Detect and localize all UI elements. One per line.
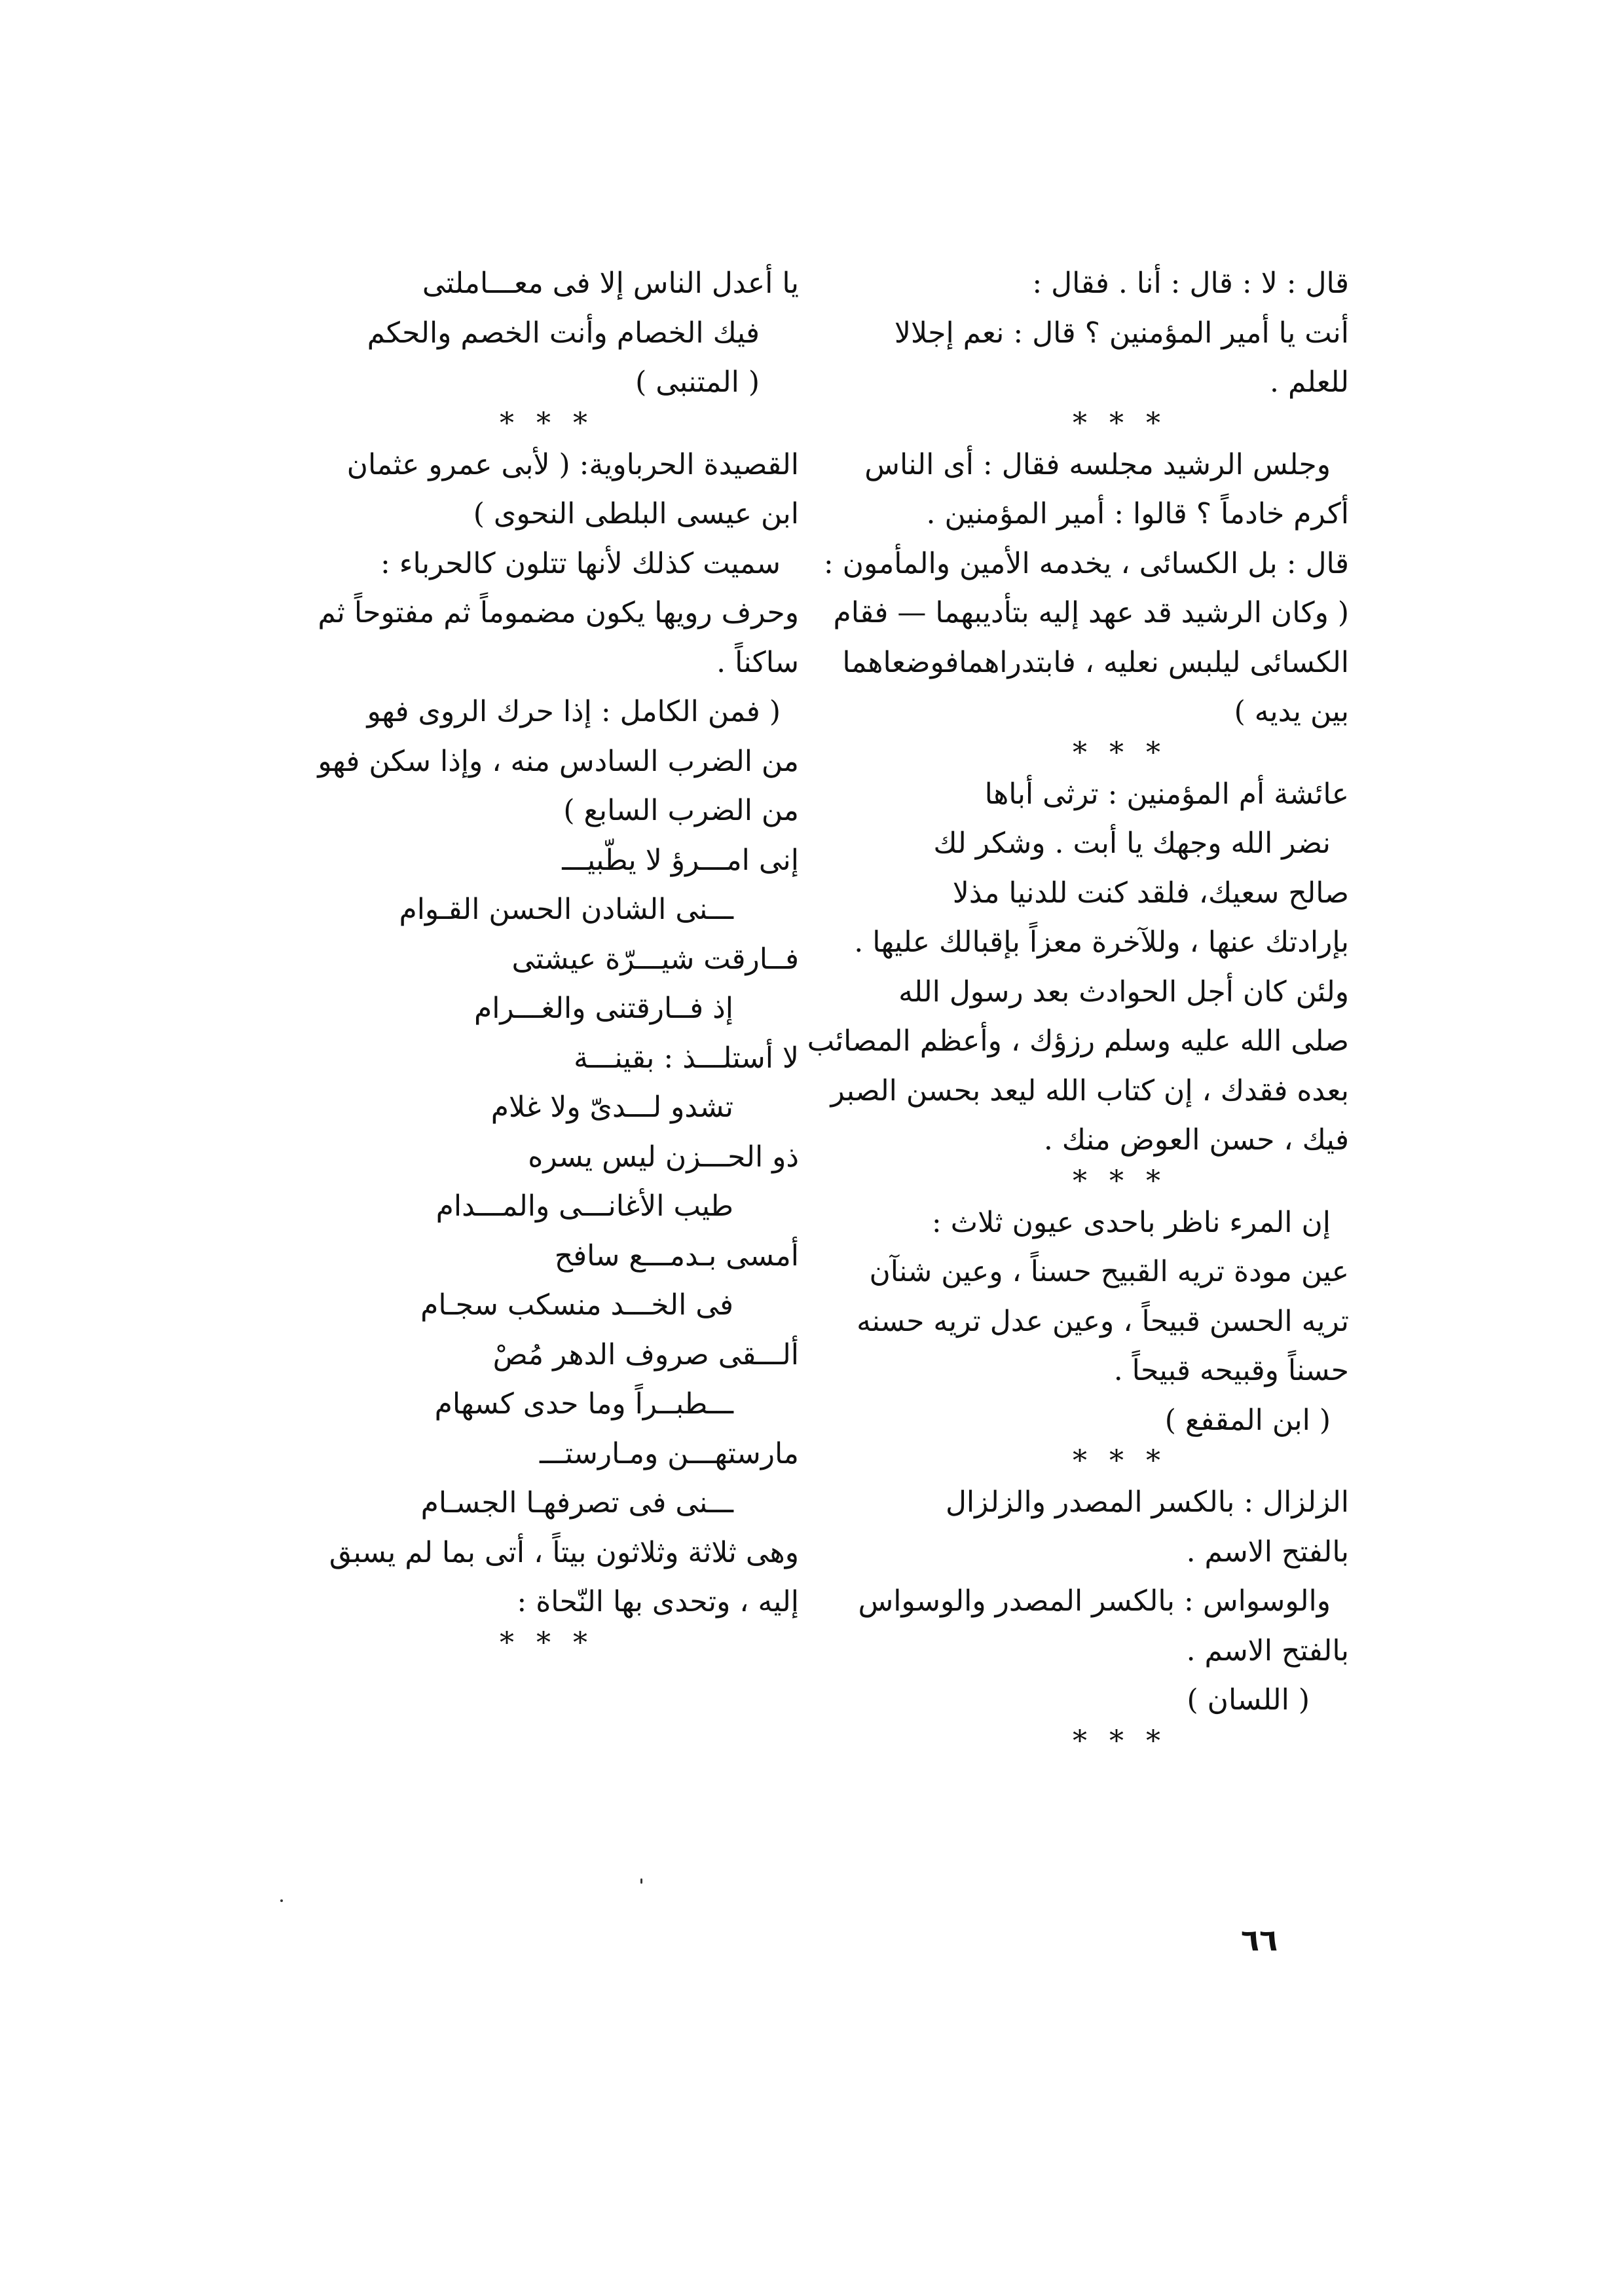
poem-note [295, 1528, 799, 1627]
text-line: بالفتح الاسم . [1186, 1535, 1349, 1569]
verse-line: فيك الخصام وأنت الخصم والحكم [367, 316, 760, 350]
text-line: صلى الله عليه وسلم رزؤك ، وأعظم المصائب [807, 1024, 1349, 1058]
section-divider: * * * [500, 1626, 594, 1660]
poem-second-hemistich: فى الخـــد منسكب سجـام [420, 1288, 733, 1322]
text-line: عائشة أم المؤمنين : ترثى أباها [984, 777, 1349, 811]
text-line: بين يديه ) [1234, 695, 1349, 728]
attribution: ( اللسان ) [1187, 1683, 1310, 1717]
text-line: القصيدة الحرباوية: ( لأبى عمرو عثمان [346, 447, 799, 481]
text-line: والوسواس : بالكسر المصدر والوسواس [858, 1584, 1331, 1618]
text-line: وجلس الرشيد مجلسه فقال : أى الناس [864, 447, 1331, 481]
text-line: أكرم خادماً ؟ قالوا : أمير المؤمنين . [926, 497, 1349, 531]
text-line: بالفتح الاسم . [1186, 1633, 1349, 1668]
text-line: أنت يا أمير المؤمنين ؟ قال : نعم إجلالا [894, 316, 1349, 350]
poem-first-hemistich: ألـــقى صروف الدهر مُصْ [492, 1337, 799, 1371]
text-line: فيك ، حسن العوض منك . [1043, 1123, 1349, 1157]
text-line: بإرادتك عنها ، وللآخرة معزاً بإقبالك عليها . [854, 925, 1349, 959]
aisha-paragraph [807, 770, 1349, 1165]
poem-second-hemistich: ـــنى فى تصرفهـا الجسـام [420, 1486, 733, 1520]
verse-line: يا أعدل الناس إلا فى معـــاملتى [422, 267, 799, 300]
text-line: سميت كذلك لأنها تتلون كالحرباء : [380, 546, 781, 580]
dialogue-paragraph [891, 259, 1349, 407]
text-line: إليه ، وتحدى بها النّحاة : [517, 1585, 799, 1618]
text-line: قال : لا : قال : أنا . فقال : [1032, 267, 1349, 300]
section-divider: * * * [1073, 1164, 1167, 1198]
text-line: بعده فقدك ، إن كتاب الله ليعد بحسن الصبر [830, 1073, 1349, 1108]
poem [295, 836, 799, 1528]
text-line: تريه الحسن قبيحاً ، وعين عدل تريه حسنه [857, 1304, 1349, 1338]
text-line: إن المرء ناظر باحدى عيون ثلاث : [931, 1205, 1331, 1239]
right-column [807, 259, 1349, 1758]
poem-second-hemistich: ـــطبــراً وما حدى كسهام [434, 1387, 733, 1421]
poem-second-hemistich: ـــنى الشادن الحسن القـوام [399, 893, 733, 926]
text-line: وحرف رويها يكون مضموماً ثم مفتوحاً ثم [318, 596, 799, 629]
text-line: حسناً وقبيحه قبيحاً . [1113, 1354, 1349, 1387]
text-line: عين مودة تريه القبيح حسناً ، وعين شنآن [869, 1255, 1349, 1288]
lexical-paragraph [858, 1478, 1349, 1675]
scan-speck [640, 1878, 642, 1884]
poem-first-hemistich: إنى امـــرؤ لا يطّبيـــ [562, 843, 799, 877]
poem-first-hemistich: فــارقت شيـــرّة عيشتى [511, 942, 799, 976]
poem-second-hemistich: تشدو لـــدىّ ولا غلام [490, 1091, 733, 1124]
text-line: نضر الله وجهك يا أبت . وشكر لك [933, 827, 1331, 860]
poem-second-hemistich: طيب الأغانـــى والمـــدام [435, 1189, 733, 1223]
section-divider: * * * [1073, 736, 1167, 770]
section-divider: * * * [500, 406, 594, 440]
rashid-paragraph [823, 440, 1349, 737]
ibn-muqaffa-paragraph [857, 1198, 1349, 1396]
poem-first-hemistich: لا أستلـــذ : بقينـــة [574, 1041, 799, 1075]
text-line: صالح سعيك، فلقد كنت للدنيا مذلا [952, 876, 1349, 910]
text-line: ولئن كان أجل الحوادث بعد رسول الله [898, 975, 1349, 1009]
section-divider: * * * [1073, 1724, 1167, 1758]
poem-first-hemistich: مارستهـــن ومـارستـــ [540, 1436, 799, 1470]
text-line: وهى ثلاثة وثلاثون بيتاً ، أتى بما لم يسبق [329, 1535, 799, 1569]
poem-second-hemistich: إذ فــارقتنى والغـــرام [473, 992, 733, 1025]
left-column [295, 259, 799, 1660]
poem-first-hemistich: أمسى بـدمـــع سافح [554, 1239, 799, 1273]
text-line: للعلم . [1269, 365, 1349, 399]
attribution: ( المتنبى ) [635, 365, 760, 399]
poem-first-hemistich: ذو الحـــزن ليس يسره [528, 1140, 799, 1174]
text-line: ( وكان الرشيد قد عهد إليه بتأديبهما — فقام [833, 596, 1349, 629]
text-line: الزلزال : بالكسر المصدر والزلزال [945, 1485, 1349, 1519]
scan-speck [280, 1899, 283, 1902]
text-line: قال : بل الكسائى ، يخدمه الأمين والمأمون : [823, 546, 1349, 580]
text-line: الكسائى ليلبس نعليه ، فابتدراهمافوضعاهما [842, 645, 1349, 679]
text-line: ( فمن الكامل : إذا حرك الروى فهو [367, 695, 781, 728]
text-line: ساكناً . [716, 645, 799, 679]
mutanabbi-verse [295, 259, 799, 358]
attribution: ( ابن المقفع ) [1164, 1403, 1331, 1437]
hirbawiyya-intro [295, 440, 799, 836]
text-line: ابن عيسى البلطى النحوى ) [473, 497, 799, 531]
text-line: من الضرب السادس منه ، وإذا سكن فهو [318, 744, 799, 778]
section-divider: * * * [1073, 406, 1167, 440]
page-number: ٦٦ [1241, 1922, 1278, 1958]
text-line: من الضرب السابع ) [563, 794, 799, 827]
section-divider: * * * [1073, 1444, 1167, 1478]
